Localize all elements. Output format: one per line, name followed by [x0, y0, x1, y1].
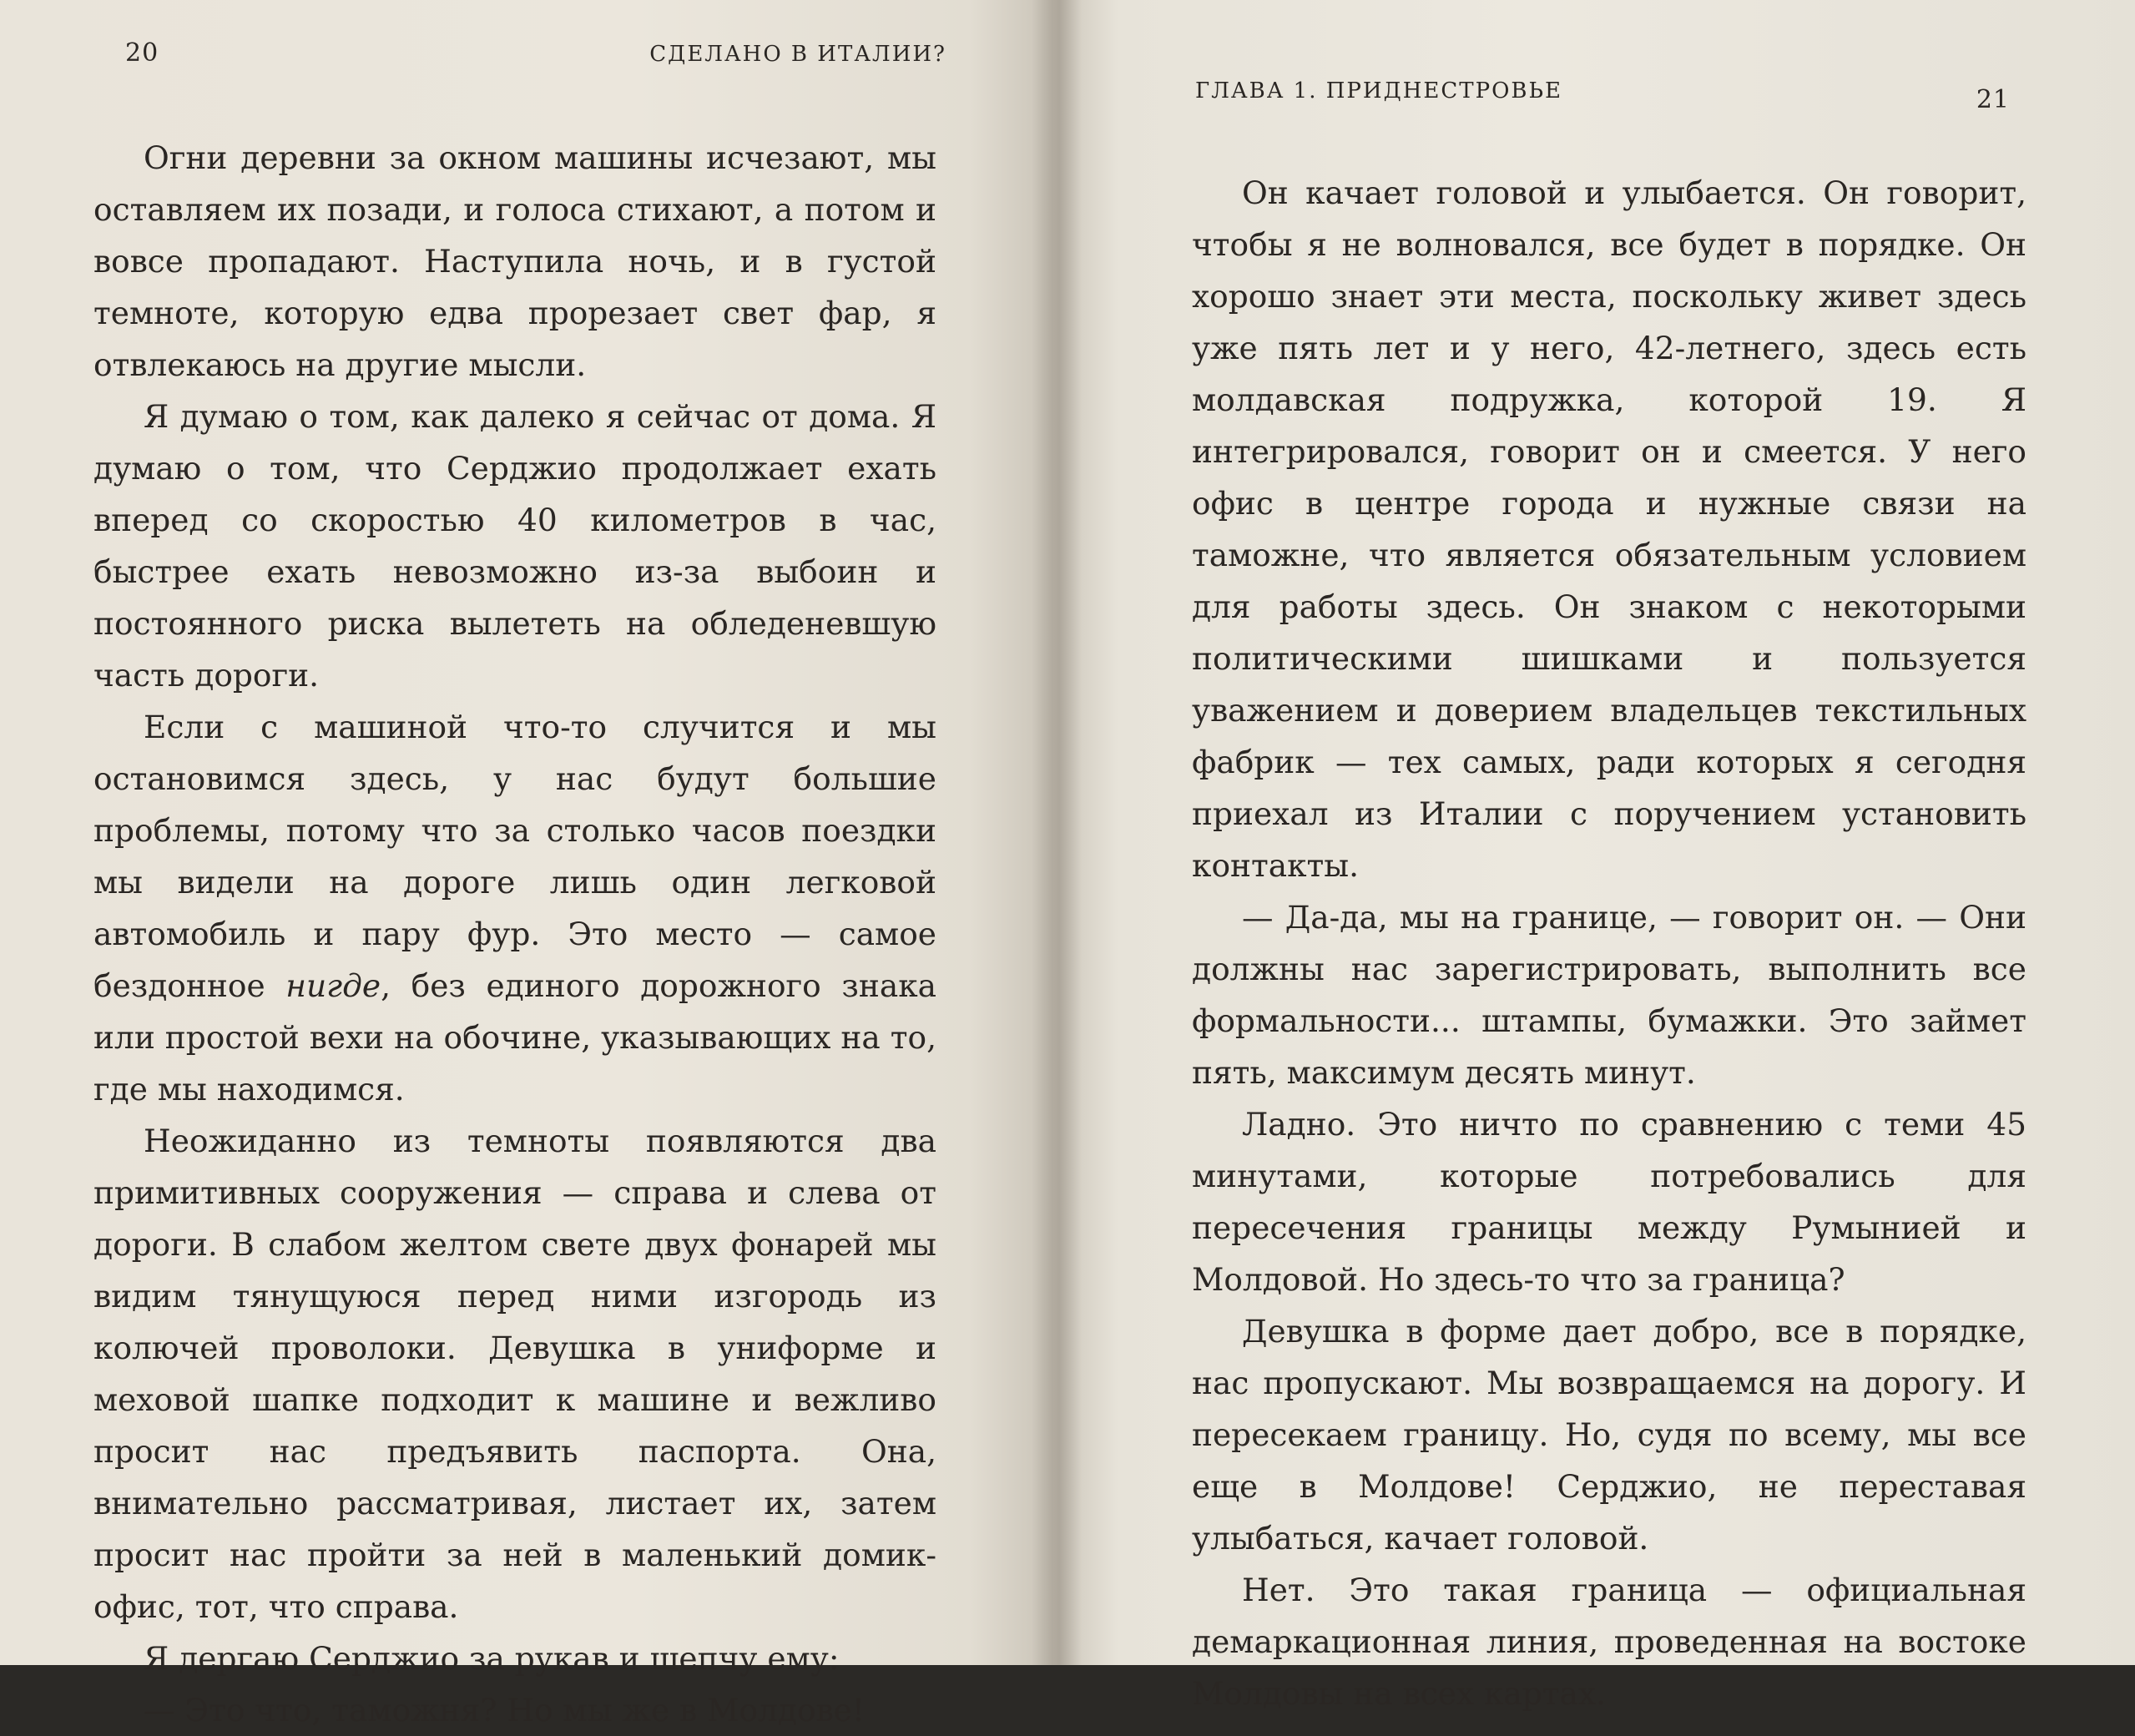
paragraph [93, 701, 936, 1115]
paragraph-text: , без единого дорожного знака или простой вехи на обочине, указывающих на то, где мы находимся. [93, 967, 936, 1108]
paragraph: Неожиданно из темноты появляются два примитивных сооружения — справа и слева от дороги. В слабом желтом свете двух фонарей мы видим тянущуюся перед ними изгородь из колючей проволоки. Девушка в униформе и меховой шапке подходит к машине и вежливо просит нас предъявить паспорта. Она, внимательно рассматривая, листает их, затем просит нас пройти за ней в маленький домик-офис, тот, что справа. [93, 1123, 936, 1625]
body-text [93, 132, 936, 1736]
paragraph-text: Если с машиной что-то случится и мы остановимся здесь, у нас будут большие проблемы, потому что за столько часов поездки мы видели на дороге лишь один легковой автомобиль и пару фур. Это место — самое бездонное [93, 709, 936, 1004]
paragraph: Огни деревни за окном машины исчезают, мы оставляем их позади, и голоса стихают, а потом и вовсе пропадают. Наступила ночь, и в густой темноте, которую едва прорезает свет фар, я отвлекаюсь на другие мысли. [93, 139, 936, 383]
italic-word: нигде [285, 967, 381, 1004]
running-head: СДЕЛАНО В ИТАЛИИ? [649, 42, 946, 67]
paragraph: Девушка в форме дает добро, все в порядке, нас пропускают. Мы возвращаемся на дорогу. И пересекаем границу. Но, судя по всему, мы все еще в Молдове! Серджио, не переставая улыбаться, качает головой. [1192, 1313, 2026, 1557]
paragraph: Нет. Это такая граница — официальная демаркационная линия, проведенная на востоке Молдовы на всех картах. [1192, 1572, 2026, 1712]
dialogue-line: — Да-да, мы на границе, — говорит он. — Они должны нас зарегистрировать, выполнить все формальности... штампы, бумажки. Это займет пять, максимум десять минут. [1192, 899, 2026, 1091]
page-number: 21 [1976, 85, 2010, 114]
page-number: 20 [125, 38, 159, 68]
running-head: ГЛАВА 1. ПРИДНЕСТРОВЬЕ [1195, 78, 1563, 103]
paragraph: Он качает головой и улыбается. Он говорит, чтобы я не волновался, все будет в порядке. Он хорошо знает эти места, поскольку живет здесь уже пять лет и у него, 42-летнего, здесь есть молдавская подружка, которой 19. Я интегрировался, говорит он и смеется. У него офис в центре города и нужные связи на таможне, что является обязательным условием для работы здесь. Он знаком с некоторыми политическими шишками и пользуется уважением и доверием владельцев текстильных фабрик — тех самых, ради которых я сегодня приехал из Италии с поручением установить контакты. [1192, 174, 2026, 884]
body-text [1192, 167, 2026, 1719]
paragraph: Я думаю о том, как далеко я сейчас от дома. Я думаю о том, что Серджио продолжает ехать вперед со скоростью 40 километров в час, быстрее ехать невозможно из-за выбоин и постоянного риска вылететь на обледеневшую часть дороги. [93, 398, 936, 694]
dialogue-line: — Это что, таможня? Но мы же в Молдове! [144, 1692, 865, 1728]
right-page [1053, 0, 2135, 1712]
paragraph: Я дергаю Серджио за рукав и шепчу ему: [144, 1640, 840, 1677]
paragraph: Ладно. Это ничто по сравнению с теми 45 минутами, которые потребовались для пересечения границы между Румынией и Молдовой. Но здесь-то что за граница? [1192, 1106, 2026, 1298]
left-page [0, 0, 1053, 1728]
